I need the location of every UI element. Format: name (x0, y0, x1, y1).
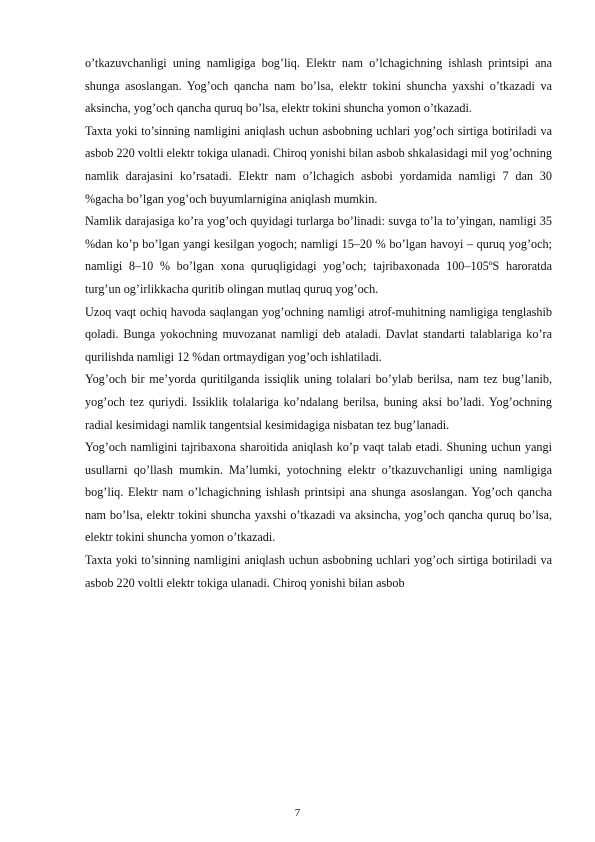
paragraph: o’tkazuvchanligi uning namligiga bog’liq. Elektr nam o’lchagichning ishlash printsipi ana shunga asoslangan. Yog’och qancha nam bo’lsa, elektr tokini shuncha yaxshi o’tkazadi va aksincha, yog’och qancha quruq bo’lsa, elektr tokini shuncha yomon o’tkazadi. (85, 56, 552, 116)
paragraph: Yog’och namligini tajribaxona sharoitida aniqlash ko’p vaqt talab etadi. Shuning uchun yangi usullarni qo’llash mumkin. Ma’lumki, yotochning elektr o’tkazuvchanligi uning namligiga bog’liq. Elektr nam o’lchagichning ishlash printsipi ana shunga asoslangan. Yog’och qancha nam bo’lsa, elektr tokini shuncha yaxshi o’tkazadi va aksincha, yog’och qancha quruq bo’lsa, elektr tokini shuncha yomon o’tkazadi. (85, 440, 552, 545)
paragraph: Taxta yoki to’sinning namligini aniqlash uchun asbobning uchlari yog’och sirtiga botiriladi va asbob 220 voltli elektr tokiga ulanadi. Chiroq yonishi bilan asbob (85, 553, 552, 590)
paragraph: Taxta yoki to’sinning namligini aniqlash uchun asbobning uchlari yog’och sirtiga botiriladi va asbob 220 voltli elektr tokiga ulanadi. Chiroq yonishi bilan asbob shkalasidagi mil yog’ochning namlik darajasini ko’rsatadi. Elektr nam o’lchagich asbobi yordamida namligi 7 dan 30 %gacha bo’lgan yog’och buyumlarnigina aniqlash mumkin. (85, 123, 552, 206)
paragraph: Yog’och bir me’yorda quritilganda issiqlik uning tolalari bo’ylab berilsa, nam tez bug’lanib, yog’och tez quriydi. Issiklik tolalariga ko’ndalang berilsa, buning aksi bo’ladi. Yog’ochning radial kesimidagi namlik tangentsial kesimidagiga nisbatan tez bug’lanadi. (85, 372, 552, 432)
page-number: 7 (294, 807, 301, 819)
document-body (85, 52, 552, 594)
paragraph: Namlik darajasiga ko’ra yog’och quyidagi turlarga bo’linadi: suvga to’la to’yingan, namligi 35 %dan ko’p bo’lgan yangi kesilgan yogoch; namligi 15–20 % bo’lgan havoyi – quruq yog’och; namligi 8–10 % bo’lgan xona quruqligidagi yog’och; tajribaxonada 100–105ºS haroratda turg’un og’irlikkacha quritib olingan mutlaq quruq yog’och. (85, 214, 552, 296)
paragraph: Uzoq vaqt ochiq havoda saqlangan yog’ochning namligi atrof-muhitning namligiga tenglashib qoladi. Bunga yokochning muvozanat namligi deb ataladi. Davlat standarti talablariga ko’ra qurilishda namligi 12 %dan ortmaydigan yog’och ishlatiladi. (85, 304, 552, 364)
